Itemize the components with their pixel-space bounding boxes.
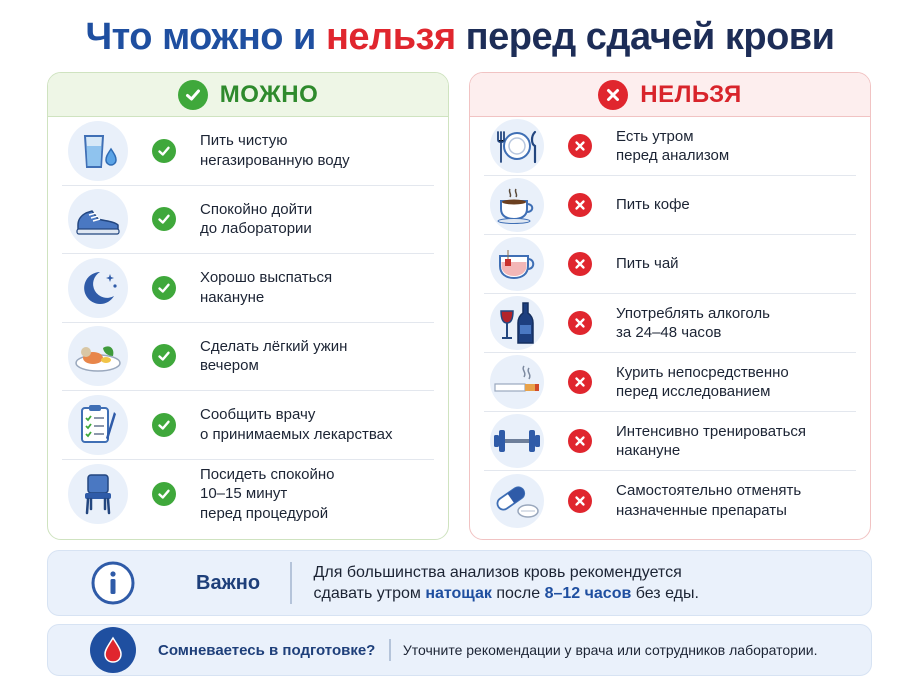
allowed-panel: [47, 72, 449, 540]
important-hours: 8–12 часов: [544, 585, 632, 602]
allowed-item: [62, 186, 434, 255]
forbidden-item-text: Интенсивно тренироваться накануне: [616, 422, 807, 459]
forbidden-item-text: Пить чай: [616, 255, 679, 273]
allowed-item-text: Хорошо выспаться накануне: [200, 269, 333, 306]
tea-cup-icon: [490, 237, 544, 291]
coffee-cup-icon: [490, 178, 544, 232]
sneaker-icon: [68, 189, 128, 249]
important-label: Важно: [196, 571, 261, 594]
allowed-item: [62, 117, 434, 186]
important-fasting: натощак: [425, 585, 492, 602]
allowed-item: [62, 391, 434, 460]
allowed-check-icon: [152, 344, 176, 368]
allowed-item-text: Сообщить врачу о принимаемых лекарствах: [200, 406, 393, 443]
forbidden-cross-icon: [568, 193, 592, 217]
check-circle-icon: [178, 80, 208, 110]
forbidden-header: [470, 73, 870, 117]
important-line-2: [314, 583, 699, 604]
info-icon: [90, 560, 136, 606]
doubt-text: Уточните рекомендации у врача или сотрудников лаборатории.: [402, 642, 818, 658]
allowed-item: [62, 323, 434, 392]
allowed-check-icon: [152, 276, 176, 300]
doubt-label: Сомневаетесь в подготовке?: [158, 641, 376, 659]
forbidden-item-text: Курить непосредственно перед исследованием: [616, 363, 789, 400]
forbidden-cross-icon: [568, 252, 592, 276]
pills-icon: [490, 474, 544, 528]
important-line-2-mid: после: [491, 585, 545, 602]
important-line-2-end: без еды.: [631, 585, 699, 602]
forbidden-item: [484, 412, 856, 471]
doubt-divider: [389, 639, 391, 661]
important-line-2-start: сдавать утром: [313, 585, 426, 602]
forbidden-item: [484, 117, 856, 176]
forbidden-item: [484, 471, 856, 530]
allowed-header-label: МОЖНО: [219, 80, 319, 108]
allowed-check-icon: [152, 139, 176, 163]
title-part-forbidden: нельзя: [325, 16, 456, 58]
forbidden-item-text: Употреблять алкоголь за 24–48 часов: [616, 304, 770, 341]
dumbbell-icon: [490, 414, 544, 468]
forbidden-item: [484, 294, 856, 353]
light-dinner-plate-icon: [68, 326, 128, 386]
allowed-item-text: Спокойно дойти до лаборатории: [200, 200, 313, 238]
important-divider: [290, 562, 292, 604]
forbidden-panel: [469, 72, 871, 540]
cross-circle-icon: [598, 80, 628, 110]
clipboard-checklist-icon: [68, 395, 128, 455]
forbidden-item-text: Пить кофе: [616, 196, 690, 214]
allowed-item: [62, 254, 434, 323]
allowed-item-text: Посидеть спокойно 10–15 минут перед процедурой: [200, 465, 335, 522]
forbidden-cross-icon: [568, 370, 592, 394]
allowed-item-text: Пить чистую негазированную воду: [200, 132, 350, 169]
moon-stars-icon: [68, 258, 128, 318]
chair-icon: [68, 464, 128, 524]
allowed-item-text: Сделать лёгкий ужин вечером: [200, 337, 348, 375]
forbidden-header-label: НЕЛЬЗЯ: [640, 80, 742, 108]
page-title: [0, 16, 920, 59]
allowed-header: [48, 73, 448, 117]
important-line-1: Для большинства анализов кровь рекомендуется: [313, 564, 682, 581]
allowed-check-icon: [152, 482, 176, 506]
important-note: [47, 550, 872, 616]
forbidden-item: [484, 353, 856, 412]
allowed-check-icon: [152, 413, 176, 437]
doubt-note: [47, 624, 872, 676]
plate-fork-knife-icon: [490, 119, 544, 173]
important-text: [314, 562, 699, 604]
wine-bottle-icon: [490, 296, 544, 350]
forbidden-cross-icon: [568, 134, 592, 158]
cigarette-icon: [490, 355, 544, 409]
title-part-rest: перед сдачей крови: [455, 16, 835, 58]
forbidden-item: [484, 176, 856, 235]
forbidden-item: [484, 235, 856, 294]
forbidden-cross-icon: [568, 429, 592, 453]
blood-drop-icon: [90, 627, 136, 673]
title-part-allowed: Что можно и: [85, 16, 326, 58]
forbidden-cross-icon: [568, 489, 592, 513]
allowed-check-icon: [152, 207, 176, 231]
forbidden-item-text: Есть утром перед анализом: [616, 127, 730, 164]
forbidden-item-text: Самостоятельно отменять назначенные препараты: [616, 482, 802, 519]
allowed-item: [62, 460, 434, 529]
forbidden-cross-icon: [568, 311, 592, 335]
water-glass-icon: [68, 121, 128, 181]
